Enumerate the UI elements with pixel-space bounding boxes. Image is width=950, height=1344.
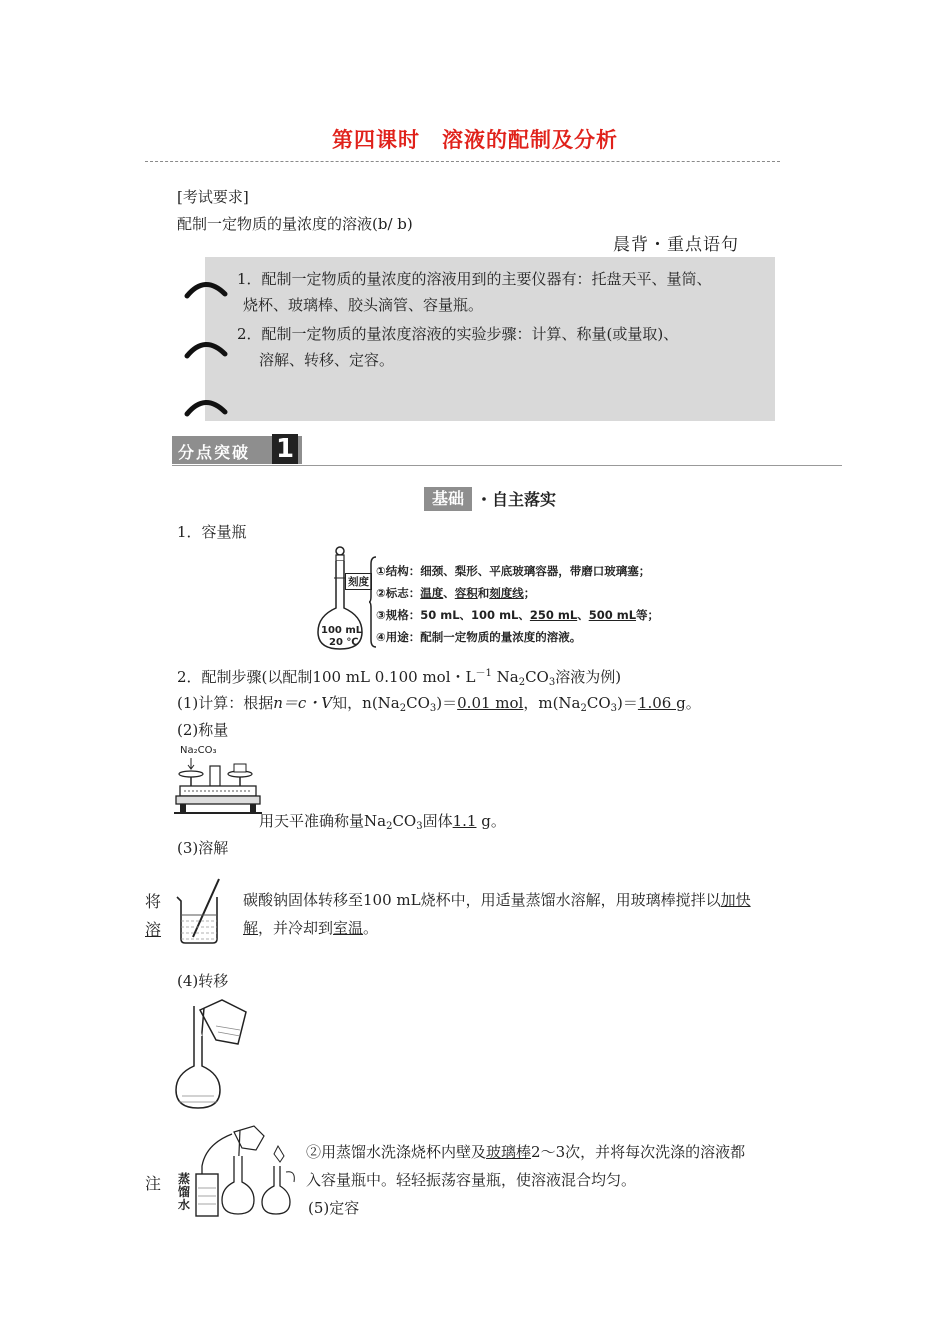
flask-point-specs	[376, 607, 659, 623]
item1-heading: 1．容量瓶	[177, 523, 247, 541]
chenbei-line-2: 烧杯、玻璃棒、胶头滴管、容量瓶。	[243, 296, 484, 314]
dissolve-line2-u: 解	[243, 919, 259, 937]
flask-temp-label: 20 ℃	[329, 637, 359, 648]
item2-heading	[177, 664, 621, 688]
calc-s2: 3	[429, 703, 437, 714]
flask-point-end: ；	[523, 586, 536, 600]
note-line1-a: ②用蒸馏水洗涤烧杯内壁及	[306, 1143, 487, 1161]
distilled-water-label: 蒸馏水	[178, 1172, 191, 1212]
dissolve-line2-a: ，并冷却到	[258, 919, 334, 937]
dissolve-side-1: 将	[145, 892, 162, 911]
weigh-text	[259, 810, 506, 832]
calc-moles: 0.01 mol	[457, 694, 524, 712]
note-line1-rod: 玻璃棒	[486, 1143, 532, 1161]
calc-s1: 2	[399, 703, 407, 714]
item2-heading-b: Na	[491, 668, 519, 686]
weigh-d: g。	[476, 812, 506, 830]
chenbei-line-3: 2．配制一定物质的量浓度溶液的实验步骤：计算、称量(或量取)、	[237, 325, 679, 343]
flask-volume-label: 100 mL	[321, 625, 363, 636]
balance-icon	[174, 756, 264, 822]
section-banner-label: 分点突破	[178, 443, 251, 462]
calc-f: CO	[586, 694, 611, 712]
calc-e: ，m(Na	[523, 694, 581, 712]
fixvolume-heading: (5)定容	[308, 1199, 360, 1217]
weigh-heading: (2)称量	[177, 721, 229, 739]
calc-a: (1)计算：根据	[177, 694, 274, 712]
flask-spec-sep: 、	[577, 608, 589, 622]
title-divider	[145, 161, 780, 162]
binder-hook-icon	[181, 336, 229, 360]
exam-requirement: 配制一定物质的量浓度的溶液(b/ b)	[177, 215, 413, 233]
binder-hook-icon	[181, 276, 229, 300]
chenbei-line-1: 1．配制一定物质的量浓度的溶液用到的主要仪器有：托盘天平、量筒、	[237, 270, 712, 288]
flask-spec-end: 等；	[636, 608, 660, 622]
page-title: 第四课时 溶液的配制及分析	[332, 128, 618, 152]
flask-spec-500: 500 mL	[588, 608, 637, 622]
transfer-heading: (4)转移	[177, 972, 229, 990]
item2-heading-sup: －1	[475, 668, 492, 679]
flask-mark-label: 刻度	[345, 573, 372, 590]
jichu-tag: 基础	[424, 487, 472, 511]
calc-line	[177, 692, 701, 714]
note-side: 注	[145, 1174, 162, 1193]
jichu-subtitle: ・自主落实	[476, 490, 557, 509]
dissolve-line-1	[243, 889, 751, 910]
beaker-stirring-icon	[173, 875, 229, 945]
note-line-2: 入容量瓶中。轻轻振荡容量瓶，使溶液混合均匀。	[306, 1171, 637, 1189]
section-banner	[172, 436, 302, 464]
calc-formula: n＝c・V	[273, 694, 333, 712]
dissolve-side-2: 溶	[145, 920, 162, 939]
calc-d: )＝	[436, 694, 458, 712]
flask-spec-250: 250 mL	[529, 608, 578, 622]
flask-point-structure: ①结构：细颈、梨形、平底玻璃容器，带磨口玻璃塞；	[376, 564, 651, 578]
flask-specs-prefix: ③规格：50 mL、100 mL、	[376, 608, 530, 622]
item2-heading-c: CO	[525, 668, 549, 686]
calc-c: CO	[406, 694, 430, 712]
weigh-b: CO	[392, 812, 417, 830]
flask-point-volume: 容积	[454, 586, 478, 600]
dissolve-line1-a: 碳酸钠固体转移至100 mL烧杯中，用适量蒸馏水溶解，用玻璃棒搅拌以	[243, 891, 721, 909]
chenbei-title: 晨背・重点语句	[613, 235, 739, 255]
section-divider	[172, 465, 842, 466]
item2-heading-d: 溶液为例)	[555, 668, 622, 686]
washing-illustration-icon	[174, 1126, 298, 1220]
weigh-s2: 3	[416, 821, 423, 832]
flask-point-scale: 刻度线	[489, 586, 524, 600]
binder-hook-icon	[181, 394, 229, 418]
flask-point-and: 和	[477, 586, 490, 600]
calc-b: 知，n(Na	[332, 694, 400, 712]
section-banner-number: 1	[272, 434, 298, 464]
flask-point-use: ④用途：配制一定物质的量浓度的溶液。	[376, 630, 582, 644]
item2-heading-sub1: 2	[518, 677, 526, 688]
calc-s3: 2	[580, 703, 587, 714]
weigh-c: 固体	[422, 812, 453, 830]
dissolve-line2-b: 。	[363, 919, 379, 937]
calc-h: 。	[685, 694, 701, 712]
note-line-1	[306, 1141, 745, 1162]
flask-point-marks	[376, 585, 535, 601]
calc-s4: 3	[610, 703, 618, 714]
note-line1-b: 2～3次，并将每次洗涤的溶液都	[531, 1143, 746, 1161]
exam-heading: [考试要求]	[177, 188, 249, 206]
calc-g: )＝	[617, 694, 638, 712]
dissolve-heading: (3)溶解	[177, 839, 229, 857]
weigh-value: 1.1	[452, 812, 477, 830]
dissolve-line2-temp: 室温	[333, 919, 364, 937]
item2-heading-a: 2．配制步骤(以配制100 mL 0.100 mol・L	[177, 668, 476, 686]
transfer-flask-icon	[172, 996, 254, 1112]
flask-point-marks-prefix: ②标志：	[376, 586, 421, 600]
chenbei-line-4: 溶解、转移、定容。	[259, 351, 395, 369]
flask-point-temp: 温度	[420, 586, 444, 600]
dissolve-line1-u: 加快	[720, 891, 751, 909]
calc-mass: 1.06 g	[637, 694, 686, 712]
weigh-s1: 2	[386, 821, 393, 832]
weigh-a: 用天平准确称量Na	[259, 812, 387, 830]
item2-heading-sub2: 3	[548, 677, 556, 688]
balance-label: Na₂CO₃	[180, 745, 217, 756]
dissolve-line-2	[243, 917, 378, 938]
flask-point-sep: 、	[443, 586, 455, 600]
